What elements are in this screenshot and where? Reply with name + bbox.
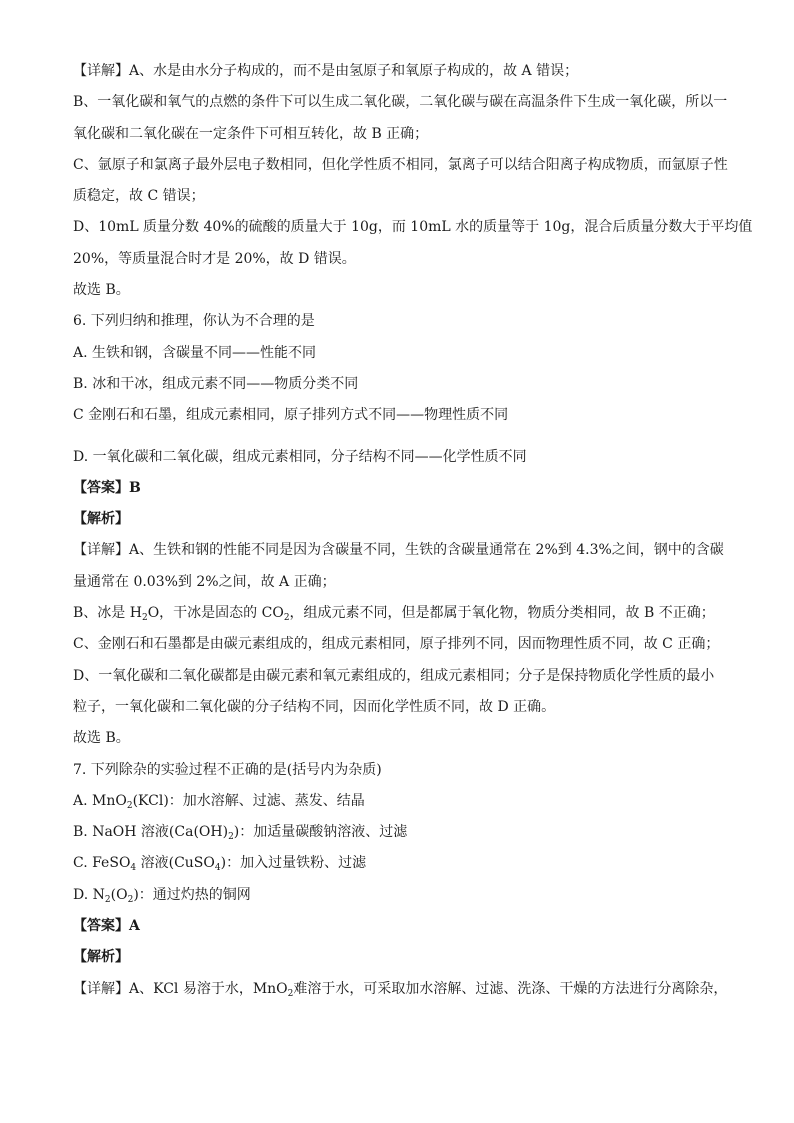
text-run: D. N — [73, 886, 105, 903]
analysis-label: 【解析】 — [73, 949, 129, 966]
text-line: 20%，等质量混合时才是 20%，故 D 错误。 — [73, 250, 356, 267]
text-line: 质稳定，故 C 错误； — [73, 188, 205, 205]
text-run: B、冰是 H — [73, 605, 142, 622]
text-run: )：通过灼热的铜网 — [133, 886, 251, 903]
text-line: 【详解】A、生铁和钢的性能不同是因为含碳量不同，生铁的含碳量通常在 2%到 4.3%之间，钢中的含碳 — [73, 542, 724, 559]
analysis-label: 【解析】 — [73, 511, 129, 528]
text-line: 故选 B。 — [73, 730, 130, 747]
text-line — [73, 979, 728, 1000]
spacer — [73, 437, 723, 447]
text-line — [73, 603, 723, 624]
option-a — [73, 791, 723, 812]
question-7-stem: 7. 下列除杂的实验过程不正确的是(括号内为杂质) — [73, 761, 382, 778]
subscript: 2 — [141, 613, 148, 624]
subscript: 2 — [127, 894, 134, 905]
text-run: ，组成元素不同，但是都属于氧化物，物质分类相同，故 B 不正确； — [289, 605, 715, 622]
text-line: C、氩原子和氯离子最外层电子数相同，但化学性质不相同，氯离子可以结合阳离子构成物质，而氩原子性 — [73, 156, 728, 173]
text-line: C、金刚石和石墨都是由碳元素组成的，组成元素相同，原子排列不同，因而物理性质不同，故 C 正确； — [73, 636, 720, 653]
text-line: 粒子，一氧化碳和二氧化碳的分子结构不同，因而化学性质不同，故 D 正确。 — [73, 698, 556, 715]
option-d — [73, 885, 723, 906]
text-run: )：加入过量铁粉、过滤 — [220, 855, 367, 872]
text-line: D、10mL 质量分数 40%的硫酸的质量大于 10g，而 10mL 水的质量等于 10g，混合后质量分数大于平均值 — [73, 219, 753, 236]
text-line: D、一氧化碳和二氧化碳都是由碳元素和氧元素组成的，组成元素相同；分子是保持物质化学性质的最小 — [73, 667, 715, 684]
option-d: D. 一氧化碳和二氧化碳，组成元素相同，分子结构不同——化学性质不同 — [73, 448, 527, 465]
subscript: 2 — [228, 832, 234, 843]
document-body — [73, 61, 753, 1010]
option-b — [73, 822, 723, 843]
answer-label: 【答案】B — [73, 479, 141, 496]
text-run: A. MnO — [73, 792, 127, 809]
text-line: 氧化碳和二氧化碳在一定条件下可相互转化，故 B 正确； — [73, 125, 429, 142]
text-run: 【详解】A、KCl 易溶于水，MnO — [73, 980, 288, 997]
subscript: 2 — [283, 613, 290, 624]
question-6-stem: 6. 下列归纳和推理，你认为不合理的是 — [73, 313, 315, 330]
text-run: (O — [110, 886, 128, 903]
answer-label: 【答案】A — [73, 918, 140, 935]
text-line: 量通常在 0.03%到 2%之间，故 A 正确； — [73, 573, 336, 590]
text-run: O，干冰是固态的 CO — [147, 605, 284, 622]
text-run: (KCl)：加水溶解、过滤、蒸发、结晶 — [132, 792, 365, 809]
text-run: )：加适量碳酸钠溶液、过滤 — [233, 824, 408, 841]
option-c — [73, 853, 723, 874]
text-line: 【详解】A、水是由水分子构成的，而不是由氢原子和氧原子构成的，故 A 错误； — [73, 63, 579, 79]
text-run: 难溶于水，可采取加水溶解、过滤、洗涤、干燥的方法进行分离除杂， — [293, 980, 728, 997]
option-a: A. 生铁和钢，含碳量不同——性能不同 — [73, 344, 317, 361]
subscript: 2 — [104, 894, 111, 905]
text-line: B、一氧化碳和氧气的点燃的条件下可以生成二氧化碳，二氧化碳与碳在高温条件下生成一氧化碳，所以一 — [73, 94, 728, 111]
text-line: 故选 B。 — [73, 282, 130, 299]
option-b: B. 冰和干冰，组成元素不同——物质分类不同 — [73, 375, 359, 392]
subscript: 4 — [130, 863, 137, 874]
text-run: C. FeSO — [73, 855, 131, 872]
subscript: 4 — [214, 863, 221, 874]
text-run: 溶液(CuSO — [136, 855, 215, 872]
text-run: B. NaOH 溶液(Ca(OH) — [73, 824, 229, 841]
subscript: 2 — [287, 988, 294, 999]
option-c: C 金刚石和石墨，组成元素相同，原子排列方式不同——物理性质不同 — [73, 407, 509, 424]
subscript: 2 — [126, 800, 133, 811]
